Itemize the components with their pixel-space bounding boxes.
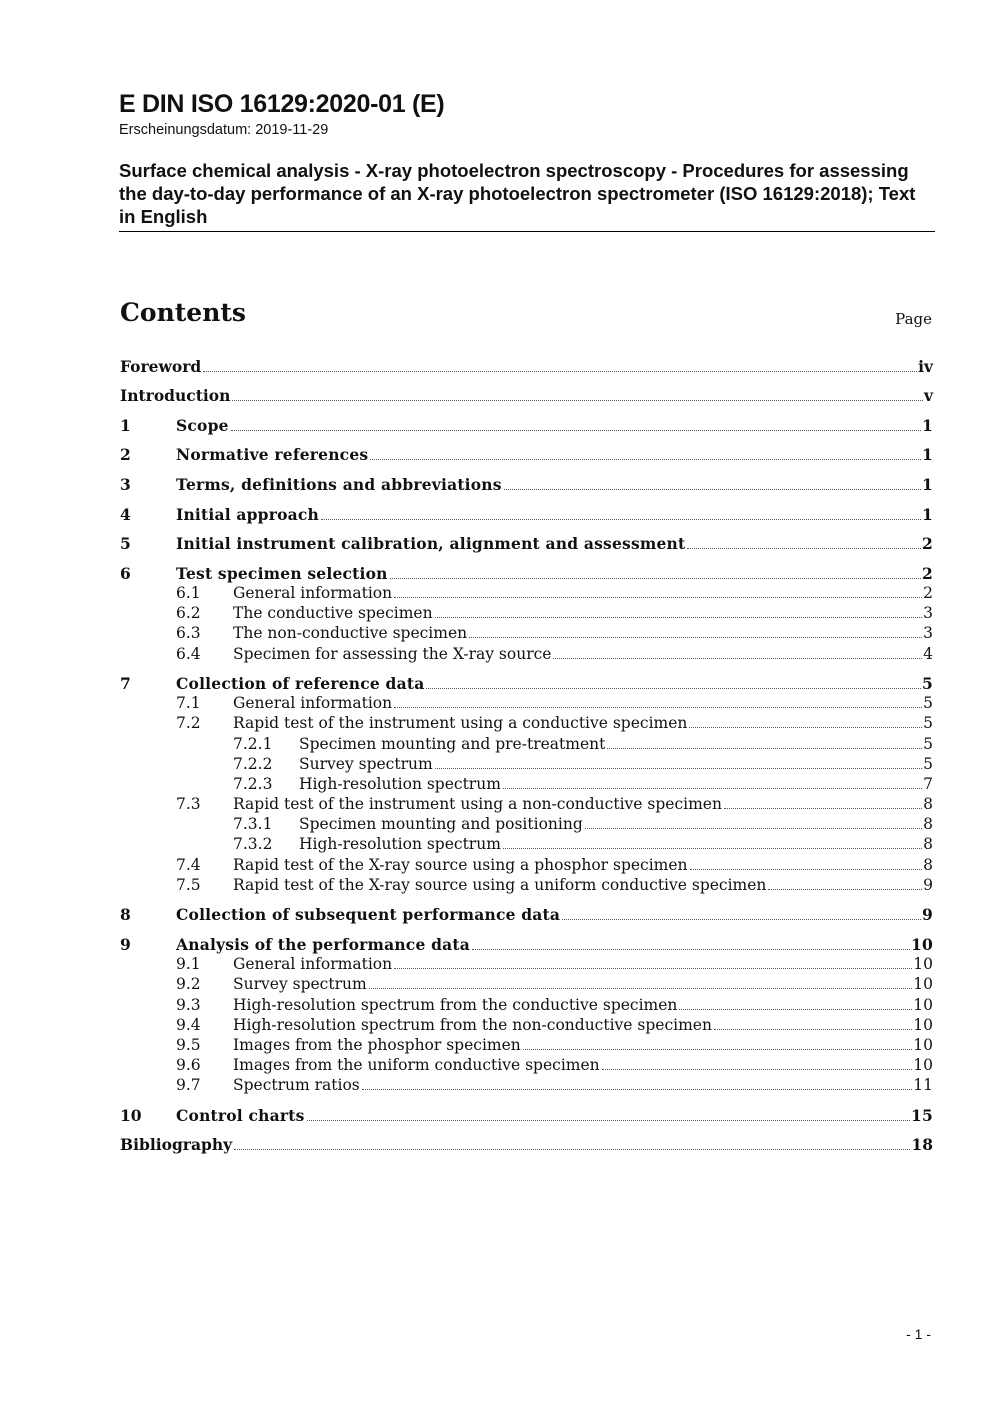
toc-entry-page: 8 — [923, 815, 933, 833]
contents-heading: Contents — [120, 298, 247, 327]
toc-entry-number: 7.2.2 — [233, 755, 273, 773]
toc-leader-dots — [321, 519, 921, 520]
toc-entry-page: 10 — [913, 955, 933, 973]
toc-leader-dots — [435, 617, 923, 618]
toc-entry-title: Images from the uniform conductive specimen — [233, 1056, 600, 1074]
toc-entry[interactable] — [0, 475, 933, 495]
toc-entry-page: 10 — [913, 1016, 933, 1034]
toc-entry-title: Scope — [176, 416, 229, 435]
toc-leader-dots — [503, 848, 922, 849]
toc-entry[interactable] — [0, 1106, 933, 1126]
toc-entry-page: 9 — [923, 876, 933, 894]
toc-entry[interactable] — [0, 1076, 933, 1096]
toc-entry[interactable] — [0, 534, 933, 554]
toc-leader-dots — [394, 968, 912, 969]
toc-leader-dots — [724, 808, 922, 809]
toc-entry-number: 6.1 — [176, 584, 201, 602]
toc-entry-title: General information — [233, 694, 393, 712]
toc-entry-title: Bibliography — [120, 1135, 233, 1154]
toc-leader-dots — [469, 637, 922, 638]
toc-entry-page: 2 — [922, 564, 933, 583]
toc-entry-title: Initial instrument calibration, alignment and assessment — [176, 534, 686, 553]
document-title: Surface chemical analysis - X-ray photoelectron spectroscopy - Procedures for assessing the day-to-day performance of an X-ray photoelectron spectrometer (ISO 16129:2018); Text in English — [119, 159, 935, 232]
toc-entry[interactable] — [0, 416, 933, 436]
toc-entry-number: 1 — [120, 416, 131, 435]
toc-entry[interactable] — [0, 795, 933, 815]
toc-entry-page: 3 — [923, 604, 933, 622]
toc-entry-number: 6.3 — [176, 624, 201, 642]
toc-entry-page: 2 — [923, 584, 933, 602]
toc-entry-title: High-resolution spectrum — [299, 835, 501, 853]
page-number: - 1 - — [906, 1326, 931, 1342]
toc-entry[interactable] — [0, 714, 933, 734]
toc-leader-dots — [714, 1029, 912, 1030]
toc-entry-number: 7 — [120, 674, 131, 693]
toc-leader-dots — [504, 489, 921, 490]
toc-entry[interactable] — [0, 735, 933, 755]
toc-entry-title: High-resolution spectrum — [299, 775, 501, 793]
toc-entry[interactable] — [0, 1056, 933, 1076]
toc-entry-number: 4 — [120, 505, 131, 524]
toc-entry-number: 10 — [120, 1106, 142, 1125]
toc-leader-dots — [390, 578, 921, 579]
toc-entry[interactable] — [0, 386, 933, 406]
toc-entry[interactable] — [0, 1135, 933, 1155]
toc-leader-dots — [768, 889, 922, 890]
toc-entry-page: 11 — [913, 1076, 933, 1094]
toc-entry-page: 9 — [922, 905, 933, 924]
toc-entry-page: 10 — [911, 935, 933, 954]
toc-entry[interactable] — [0, 445, 933, 465]
toc-entry[interactable] — [0, 755, 933, 775]
toc-entry-number: 7.2 — [176, 714, 201, 732]
toc-entry[interactable] — [0, 935, 933, 955]
toc-entry-number: 8 — [120, 905, 131, 924]
toc-entry-title: Survey spectrum — [233, 975, 367, 993]
toc-entry-title: Rapid test of the instrument using a conductive specimen — [233, 714, 688, 732]
toc-leader-dots — [472, 949, 910, 950]
toc-entry-page: 3 — [923, 624, 933, 642]
toc-entry-page: 18 — [911, 1135, 933, 1154]
toc-entry-page: 10 — [913, 975, 933, 993]
toc-entry-number: 9.3 — [176, 996, 201, 1014]
toc-entry[interactable] — [0, 775, 933, 795]
toc-entry-page: 1 — [922, 416, 933, 435]
toc-entry-number: 7.4 — [176, 856, 201, 874]
toc-entry-number: 3 — [120, 475, 131, 494]
toc-entry-title: Test specimen selection — [176, 564, 388, 583]
toc-entry-number: 9.1 — [176, 955, 201, 973]
toc-entry-title: Terms, definitions and abbreviations — [176, 475, 502, 494]
toc-entry-title: Specimen for assessing the X-ray source — [233, 645, 552, 663]
toc-entry[interactable] — [0, 856, 933, 876]
toc-entry-number: 6.2 — [176, 604, 201, 622]
toc-entry-page: 4 — [923, 645, 933, 663]
toc-entry-number: 5 — [120, 534, 131, 553]
toc-entry-title: Collection of subsequent performance data — [176, 905, 561, 924]
toc-entry-title: Spectrum ratios — [233, 1076, 360, 1094]
toc-entry[interactable] — [0, 975, 933, 995]
toc-entry[interactable] — [0, 1036, 933, 1056]
toc-entry[interactable] — [0, 604, 933, 624]
toc-entry-number: 9.5 — [176, 1036, 201, 1054]
toc-entry[interactable] — [0, 815, 933, 835]
toc-entry[interactable] — [0, 674, 933, 694]
toc-entry-title: Introduction — [120, 386, 231, 405]
toc-entry-title: High-resolution spectrum from the conductive specimen — [233, 996, 678, 1014]
toc-leader-dots — [362, 1089, 913, 1090]
toc-leader-dots — [232, 400, 923, 401]
toc-leader-dots — [307, 1120, 911, 1121]
toc-entry[interactable] — [0, 624, 933, 644]
toc-entry-number: 9.2 — [176, 975, 201, 993]
toc-leader-dots — [503, 788, 922, 789]
toc-entry-page: 10 — [913, 996, 933, 1014]
toc-entry-number: 9.4 — [176, 1016, 201, 1034]
toc-entry-number: 7.2.1 — [233, 735, 273, 753]
toc-leader-dots — [602, 1069, 913, 1070]
toc-entry[interactable] — [0, 694, 933, 714]
toc-entry-title: Survey spectrum — [299, 755, 433, 773]
toc-entry-number: 7.3.1 — [233, 815, 273, 833]
toc-entry-page: 7 — [923, 775, 933, 793]
toc-entry-title: Initial approach — [176, 505, 319, 524]
toc-entry-title: General information — [233, 584, 393, 602]
toc-entry-page: 1 — [922, 445, 933, 464]
toc-entry-page: 8 — [923, 856, 933, 874]
toc-entry-title: Specimen mounting and pre-treatment — [299, 735, 606, 753]
toc-entry[interactable] — [0, 1016, 933, 1036]
toc-entry-title: High-resolution spectrum from the non-conductive specimen — [233, 1016, 712, 1034]
toc-leader-dots — [234, 1149, 910, 1150]
toc-leader-dots — [394, 597, 922, 598]
toc-leader-dots — [231, 430, 921, 431]
toc-entry-number: 9 — [120, 935, 131, 954]
toc-entry-page: iv — [918, 357, 933, 376]
toc-entry[interactable] — [0, 835, 933, 855]
toc-entry-page: 5 — [923, 714, 933, 732]
toc-entry-title: Rapid test of the X-ray source using a phosphor specimen — [233, 856, 688, 874]
toc-entry-title: Rapid test of the X-ray source using a uniform conductive specimen — [233, 876, 767, 894]
toc-entry[interactable] — [0, 645, 933, 665]
toc-entry-number: 7.3.2 — [233, 835, 273, 853]
toc-entry-title: The conductive specimen — [233, 604, 433, 622]
document-id: E DIN ISO 16129:2020-01 (E) — [119, 90, 445, 118]
toc-leader-dots — [369, 988, 913, 989]
toc-entry-page: 15 — [911, 1106, 933, 1125]
toc-entry-page: v — [923, 386, 933, 405]
toc-leader-dots — [689, 727, 922, 728]
toc-entry-title: The non-conductive specimen — [233, 624, 468, 642]
toc-entry-page: 5 — [922, 674, 933, 693]
toc-entry-number: 7.3 — [176, 795, 201, 813]
toc-entry-title: Normative references — [176, 445, 369, 464]
publication-date: Erscheinungsdatum: 2019-11-29 — [119, 122, 329, 138]
toc-entry-number: 9.7 — [176, 1076, 201, 1094]
page-column-label: Page — [895, 310, 932, 328]
toc-entry-title: Images from the phosphor specimen — [233, 1036, 521, 1054]
toc-entry-number: 6.4 — [176, 645, 201, 663]
toc-entry-title: General information — [233, 955, 393, 973]
toc-entry[interactable] — [0, 357, 933, 377]
toc-entry-page: 10 — [913, 1036, 933, 1054]
toc-leader-dots — [370, 459, 921, 460]
toc-entry-page: 5 — [923, 735, 933, 753]
toc-entry-title: Specimen mounting and positioning — [299, 815, 583, 833]
toc-entry-title: Control charts — [176, 1106, 305, 1125]
toc-entry-number: 9.6 — [176, 1056, 201, 1074]
toc-leader-dots — [435, 768, 922, 769]
toc-leader-dots — [394, 707, 922, 708]
toc-entry-number: 7.2.3 — [233, 775, 273, 793]
toc-entry-title: Rapid test of the instrument using a non-conductive specimen — [233, 795, 722, 813]
toc-entry-page: 10 — [913, 1056, 933, 1074]
toc-entry-page: 2 — [922, 534, 933, 553]
toc-leader-dots — [523, 1049, 913, 1050]
toc-entry-number: 2 — [120, 445, 131, 464]
toc-entry-page: 1 — [922, 475, 933, 494]
toc-entry-page: 5 — [923, 694, 933, 712]
toc-entry-title: Collection of reference data — [176, 674, 425, 693]
toc-leader-dots — [690, 869, 923, 870]
toc-entry-page: 8 — [923, 835, 933, 853]
toc-leader-dots — [687, 548, 921, 549]
toc-entry-number: 7.5 — [176, 876, 201, 894]
toc-leader-dots — [553, 658, 922, 659]
toc-entry-page: 1 — [922, 505, 933, 524]
toc-leader-dots — [426, 688, 921, 689]
toc-entry[interactable] — [0, 584, 933, 604]
toc-leader-dots — [562, 919, 921, 920]
toc-entry[interactable] — [0, 505, 933, 525]
toc-leader-dots — [607, 748, 922, 749]
toc-entry-title: Analysis of the performance data — [176, 935, 470, 954]
toc-leader-dots — [679, 1009, 912, 1010]
toc-entry[interactable] — [0, 996, 933, 1016]
toc-entry-page: 5 — [923, 755, 933, 773]
toc-entry[interactable] — [0, 955, 933, 975]
toc-entry-page: 8 — [923, 795, 933, 813]
toc-entry-number: 7.1 — [176, 694, 201, 712]
toc-entry[interactable] — [0, 564, 933, 584]
toc-leader-dots — [585, 828, 922, 829]
toc-entry[interactable] — [0, 876, 933, 896]
toc-entry-title: Foreword — [120, 357, 202, 376]
toc-entry-number: 6 — [120, 564, 131, 583]
toc-entry[interactable] — [0, 905, 933, 925]
toc-leader-dots — [203, 371, 917, 372]
